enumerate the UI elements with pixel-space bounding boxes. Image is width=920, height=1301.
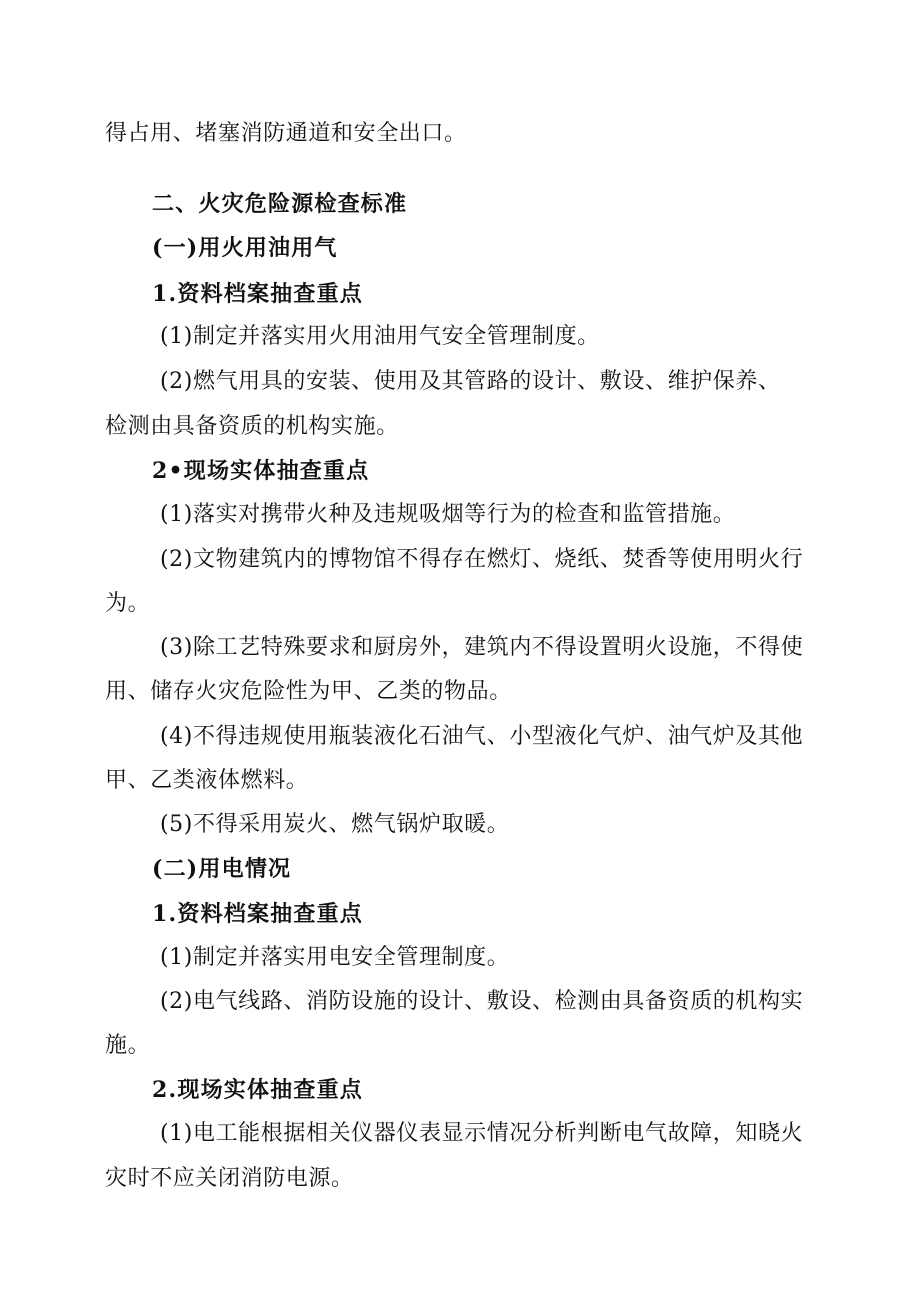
item-heading: 1.资料档案抽查重点	[152, 901, 363, 927]
item-heading: 2.现场实体抽查重点	[152, 1077, 363, 1103]
subsection-heading: (二)用电情况	[152, 856, 292, 882]
section-heading: 二、火灾危险源检查标准	[152, 191, 408, 217]
list-item: (2)燃气用具的安装、使用及其管路的设计、敷设、维护保养、	[160, 369, 781, 394]
list-item: (1)制定并落实用电安全管理制度。	[160, 945, 510, 970]
item-heading: 2•现场实体抽查重点	[152, 458, 370, 484]
list-item-continuation: 施。	[105, 1033, 151, 1058]
item-heading: 1.资料档案抽查重点	[152, 281, 363, 307]
list-item: (1)落实对携带火种及违规吸烟等行为的检查和监管措施。	[160, 502, 736, 527]
list-item: (4)不得违规使用瓶装液化石油气、小型液化气炉、油气炉及其他	[160, 724, 804, 749]
list-item: (2)文物建筑内的博物馆不得存在燃灯、烧纸、焚香等使用明火行	[160, 547, 804, 572]
list-item-continuation: 甲、乙类液体燃料。	[105, 768, 309, 793]
list-item-continuation: 检测由具备资质的机构实施。	[105, 414, 399, 439]
subsection-heading: (一)用火用油用气	[152, 235, 338, 261]
list-item-continuation: 为。	[105, 591, 151, 616]
list-item: (1)电工能根据相关仪器仪表显示情况分析判断电气故障，知晓火	[160, 1121, 804, 1146]
list-item: (5)不得采用炭火、燃气锅炉取暖。	[160, 812, 510, 837]
list-item-continuation: 用、储存火灾危险性为甲、乙类的物品。	[105, 679, 512, 704]
list-item-continuation: 灾时不应关闭消防电源。	[105, 1166, 354, 1191]
list-item: (3)除工艺特殊要求和厨房外，建筑内不得设置明火设施，不得使	[160, 635, 804, 660]
paragraph-continuation: 得占用、堵塞消防通道和安全出口。	[105, 121, 467, 146]
list-item: (1)制定并落实用火用油用气安全管理制度。	[160, 324, 600, 349]
list-item: (2)电气线路、消防设施的设计、敷设、检测由具备资质的机构实	[160, 989, 804, 1014]
